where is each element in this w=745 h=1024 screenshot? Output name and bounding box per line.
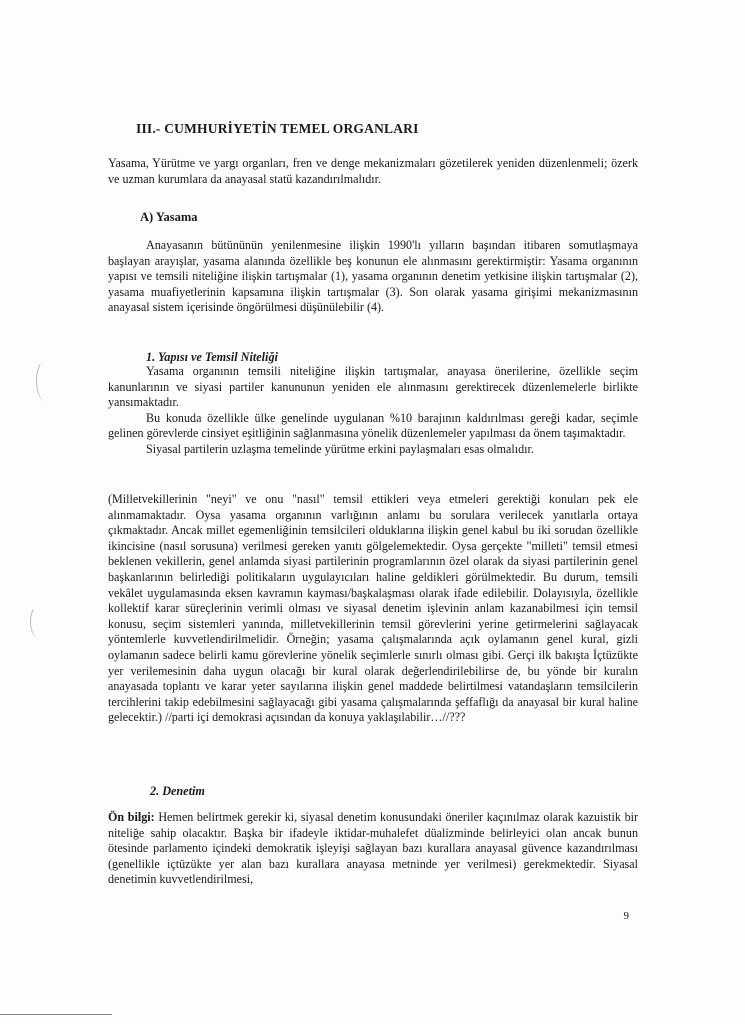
part-2-note <box>108 810 638 888</box>
part-1-paragraph: Yasama organının temsili niteliğine ilişkin tartışmalar, anayasa önerilerine, özellikle seçim kanunlarının ve siyasi partiler kanununun yeniden ele alınmasını gerektirecek düzenlemelerle birlikte yansımaktadır. <box>108 364 638 410</box>
part-1-note: (Milletvekillerinin "neyi" ve onu "nasıl" temsil ettikleri veya etmeleri gerektiği konuları pek ele alınmamaktadır. Oysa yasama organının varlığının anlamı bu sorulara verilecek yanıtlarla ortaya çıkmaktadır. Ancak millet egemenliğinin temsilcileri olduklarına ilişkin genel kabul bu iki sorudan özellikle ikincisine (nasıl sorusuna) verilmesi gereken yanıtı gölgelemektedir. Oysa gerçekte "milleti" temsil etmesi beklenen vekillerin, genel anlamda siyasi partilerinin programlarının özel olarak da siyasi partilerinin genel başkanlarının belirlediği politikaların uygulayıcıları haline geldikleri görülmektedir. Bu durum, temsili vekâlet uygulamasında eksen kavramın kayması/başkalaşması olarak ifade edilebilir. Dolayısıyla, özellikle kollektif karar süreçlerinin verimli olması ve siyasal denetim işlevinin anlam kazanabilmesi için temsil konusu, seçim sistemleri yanında, milletvekillerinin temsil görevlerini yerine getirmelerini sağlayacak yöntemlerle kuvvetlendirilmelidir. Örneğin; yasama çalışmalarında açık oylamanın genel kural, gizli oylamanın sadece belirli kamu görevlerine yönelik seçimlerle sınırlı olması gibi. Gerçi ilk bakışta İçtüzükte yer verilemesinin daha uygun olacağı bir kural olarak değerlendirilebilirse de, bu yönde bir kuralın anayasada toplantı ve karar yeter sayılarına ilişkin genel maddede belirtilmesi vatandaşların temsilcilerin tercihlerini takip edebilmesini sağlayacağı gibi yasama çalışmalarında şeffaflığı da anayasal bir kural haline gelecektir.) //parti içi demokrasi açısından da konuya yaklaşılabilir…//??? <box>108 492 638 725</box>
page-number: 9 <box>623 910 629 922</box>
section-heading: III.- CUMHURİYETİN TEMEL ORGANLARI <box>136 121 419 136</box>
subsection-a-heading: A) Yasama <box>140 210 198 224</box>
part-2-heading: 2. Denetim <box>150 784 205 798</box>
scan-mark <box>36 360 55 401</box>
note-label: Ön bilgi: <box>108 810 155 824</box>
part-2-note-block <box>108 810 638 888</box>
part-1-heading: 1. Yapısı ve Temsil Niteliği <box>146 350 278 364</box>
intro-paragraph-block <box>108 156 638 187</box>
part-1-paragraph: Siyasal partilerin uzlaşma temelinde yürütme erkini paylaşmaları esas olmalıdır. <box>146 441 534 456</box>
intro-paragraph: Yasama, Yürütme ve yargı organları, fren ve denge mekanizmaları gözetilerek yeniden düzenlenmeli; özerk ve uzman kurumlara da anayasal statü kazandırılmalıdır. <box>108 156 638 186</box>
bottom-rule <box>0 1014 112 1015</box>
scan-mark <box>30 606 45 637</box>
part-1-note-block <box>108 492 638 726</box>
subsection-a-paragraph-block <box>108 238 638 316</box>
part-1-paragraph: Bu konuda özellikle ülke genelinde uygulanan %10 barajının kaldırılması gereği kadar, seçimle gelinen görevlerde cinsiyet eşitliğinin sağlanmasına yönelik düzenlemeler yapılması da önem taşımaktadır. <box>108 410 638 441</box>
part-1-paragraphs <box>108 364 638 458</box>
subsection-a-paragraph: Anayasanın bütününün yenilenmesine ilişkin 1990'lı yılların başından itibaren somutlaşmaya başlayan arayışlar, yasama alanında özellikle beş konunun ele alınmasını gerektirmiştir: Yasama organının yapısı ve temsili niteliğine ilişkin tartışmalar (1), yasama organının denetim yetkisine ilişkin tartışmalar (2), yasama muafiyetlerinin kapsamına ilişkin tartışmalar (3). Son olarak yasama girişimi mekanizmasının anayasal sistem içerisinde öngörülmesi düşünülebilir (4). <box>108 238 638 315</box>
note-text: Hemen belirtmek gerekir ki, siyasal denetim konusundaki öneriler kaçınılmaz olarak kazuistik bir niteliğe sahip olacaktır. Başka bir ifadeyle iktidar-muhalefet düalizminde belirleyici olan ancak bunun ötesinde parlamento içindeki demokratik işleyişi sağlayan bazı kurallara anayasal güvence kazandırılması (genellikle içtüzükte yer alan bazı kurallara anayasa metninde yer verilmesi) gerekmektedir. Siyasal denetimin kuvvetlendirilmesi, <box>108 810 639 887</box>
